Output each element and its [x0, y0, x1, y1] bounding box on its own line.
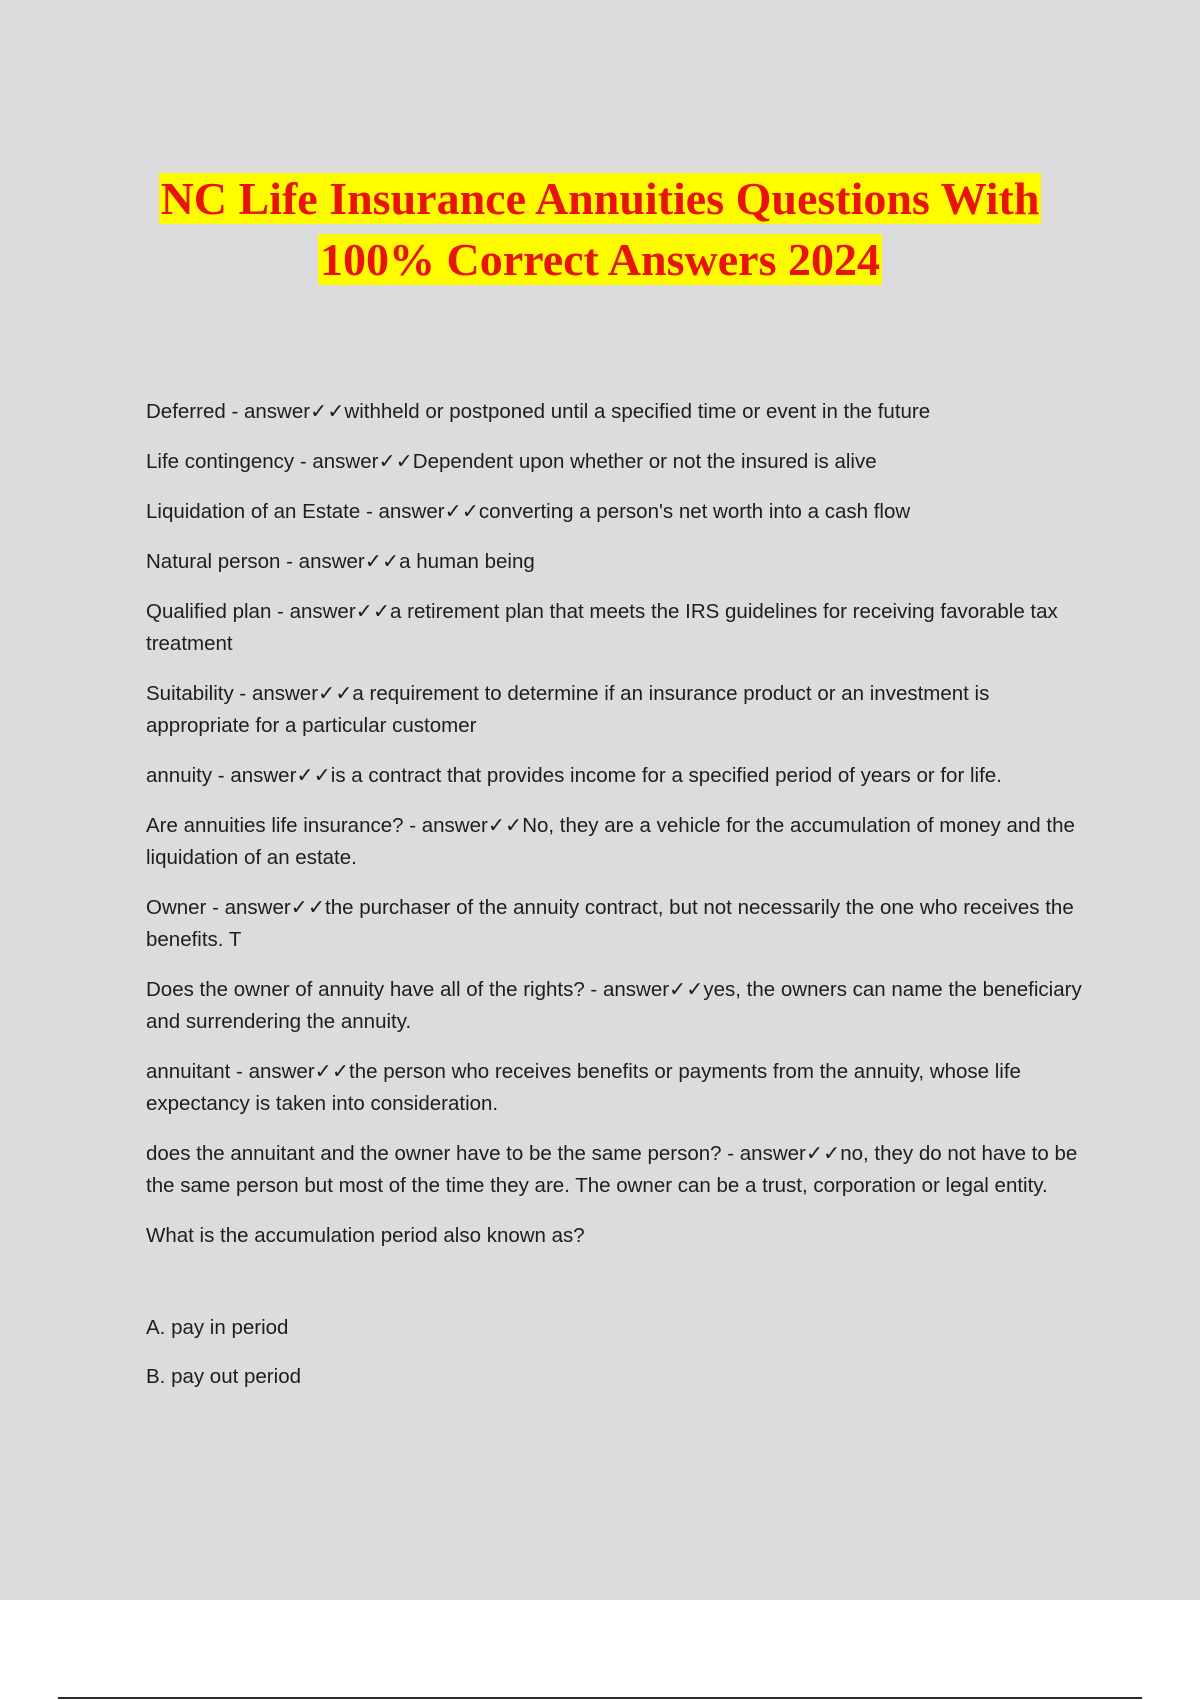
qa-entry-liquidation-estate: Liquidation of an Estate - answer✓✓converting a person's net worth into a cash flow	[146, 500, 911, 523]
answer-option-b: B. pay out period	[146, 1365, 301, 1388]
qa-entry-life-contingency: Life contingency - answer✓✓Dependent upon whether or not the insured is alive	[146, 450, 877, 473]
qa-entry-annuity: annuity - answer✓✓is a contract that provides income for a specified period of years or for life.	[146, 764, 1002, 787]
qa-entry-annuitant-owner-same: does the annuitant and the owner have to be the same person? - answer✓✓no, they do not have to be the same person but most of the time they are. The owner can be a trust, corporation or legal entity.	[146, 1142, 1078, 1197]
title-line-1: NC Life Insurance Annuities Questions With	[160, 173, 1040, 224]
qa-entry-annuitant: annuitant - answer✓✓the person who receives benefits or payments from the annuity, whose life expectancy is taken into consideration.	[146, 1060, 1021, 1115]
qa-entry-natural-person: Natural person - answer✓✓a human being	[146, 550, 535, 573]
page-divider	[58, 1697, 1142, 1699]
answer-option-a: A. pay in period	[146, 1316, 289, 1339]
document-title	[100, 168, 1100, 290]
qa-entry-deferred: Deferred - answer✓✓withheld or postponed until a specified time or event in the future	[146, 400, 931, 423]
qa-entry-owner: Owner - answer✓✓the purchaser of the annuity contract, but not necessarily the one who receives the benefits. T	[146, 896, 1074, 951]
qa-entry-qualified-plan: Qualified plan - answer✓✓a retirement plan that meets the IRS guidelines for receiving favorable tax treatment	[146, 600, 1058, 655]
qa-entry-annuities-life-insurance: Are annuities life insurance? - answer✓✓No, they are a vehicle for the accumulation of money and the liquidation of an estate.	[146, 814, 1075, 869]
qa-entry-suitability: Suitability - answer✓✓a requirement to determine if an insurance product or an investment is appropriate for a particular customer	[146, 682, 990, 737]
qa-entry-owner-rights: Does the owner of annuity have all of the rights? - answer✓✓yes, the owners can name the beneficiary and surrendering the annuity.	[146, 978, 1082, 1033]
qa-list	[146, 396, 1086, 1410]
qa-question-accumulation-period: What is the accumulation period also known as?	[146, 1224, 585, 1247]
title-line-2: 100% Correct Answers 2024	[320, 234, 880, 285]
